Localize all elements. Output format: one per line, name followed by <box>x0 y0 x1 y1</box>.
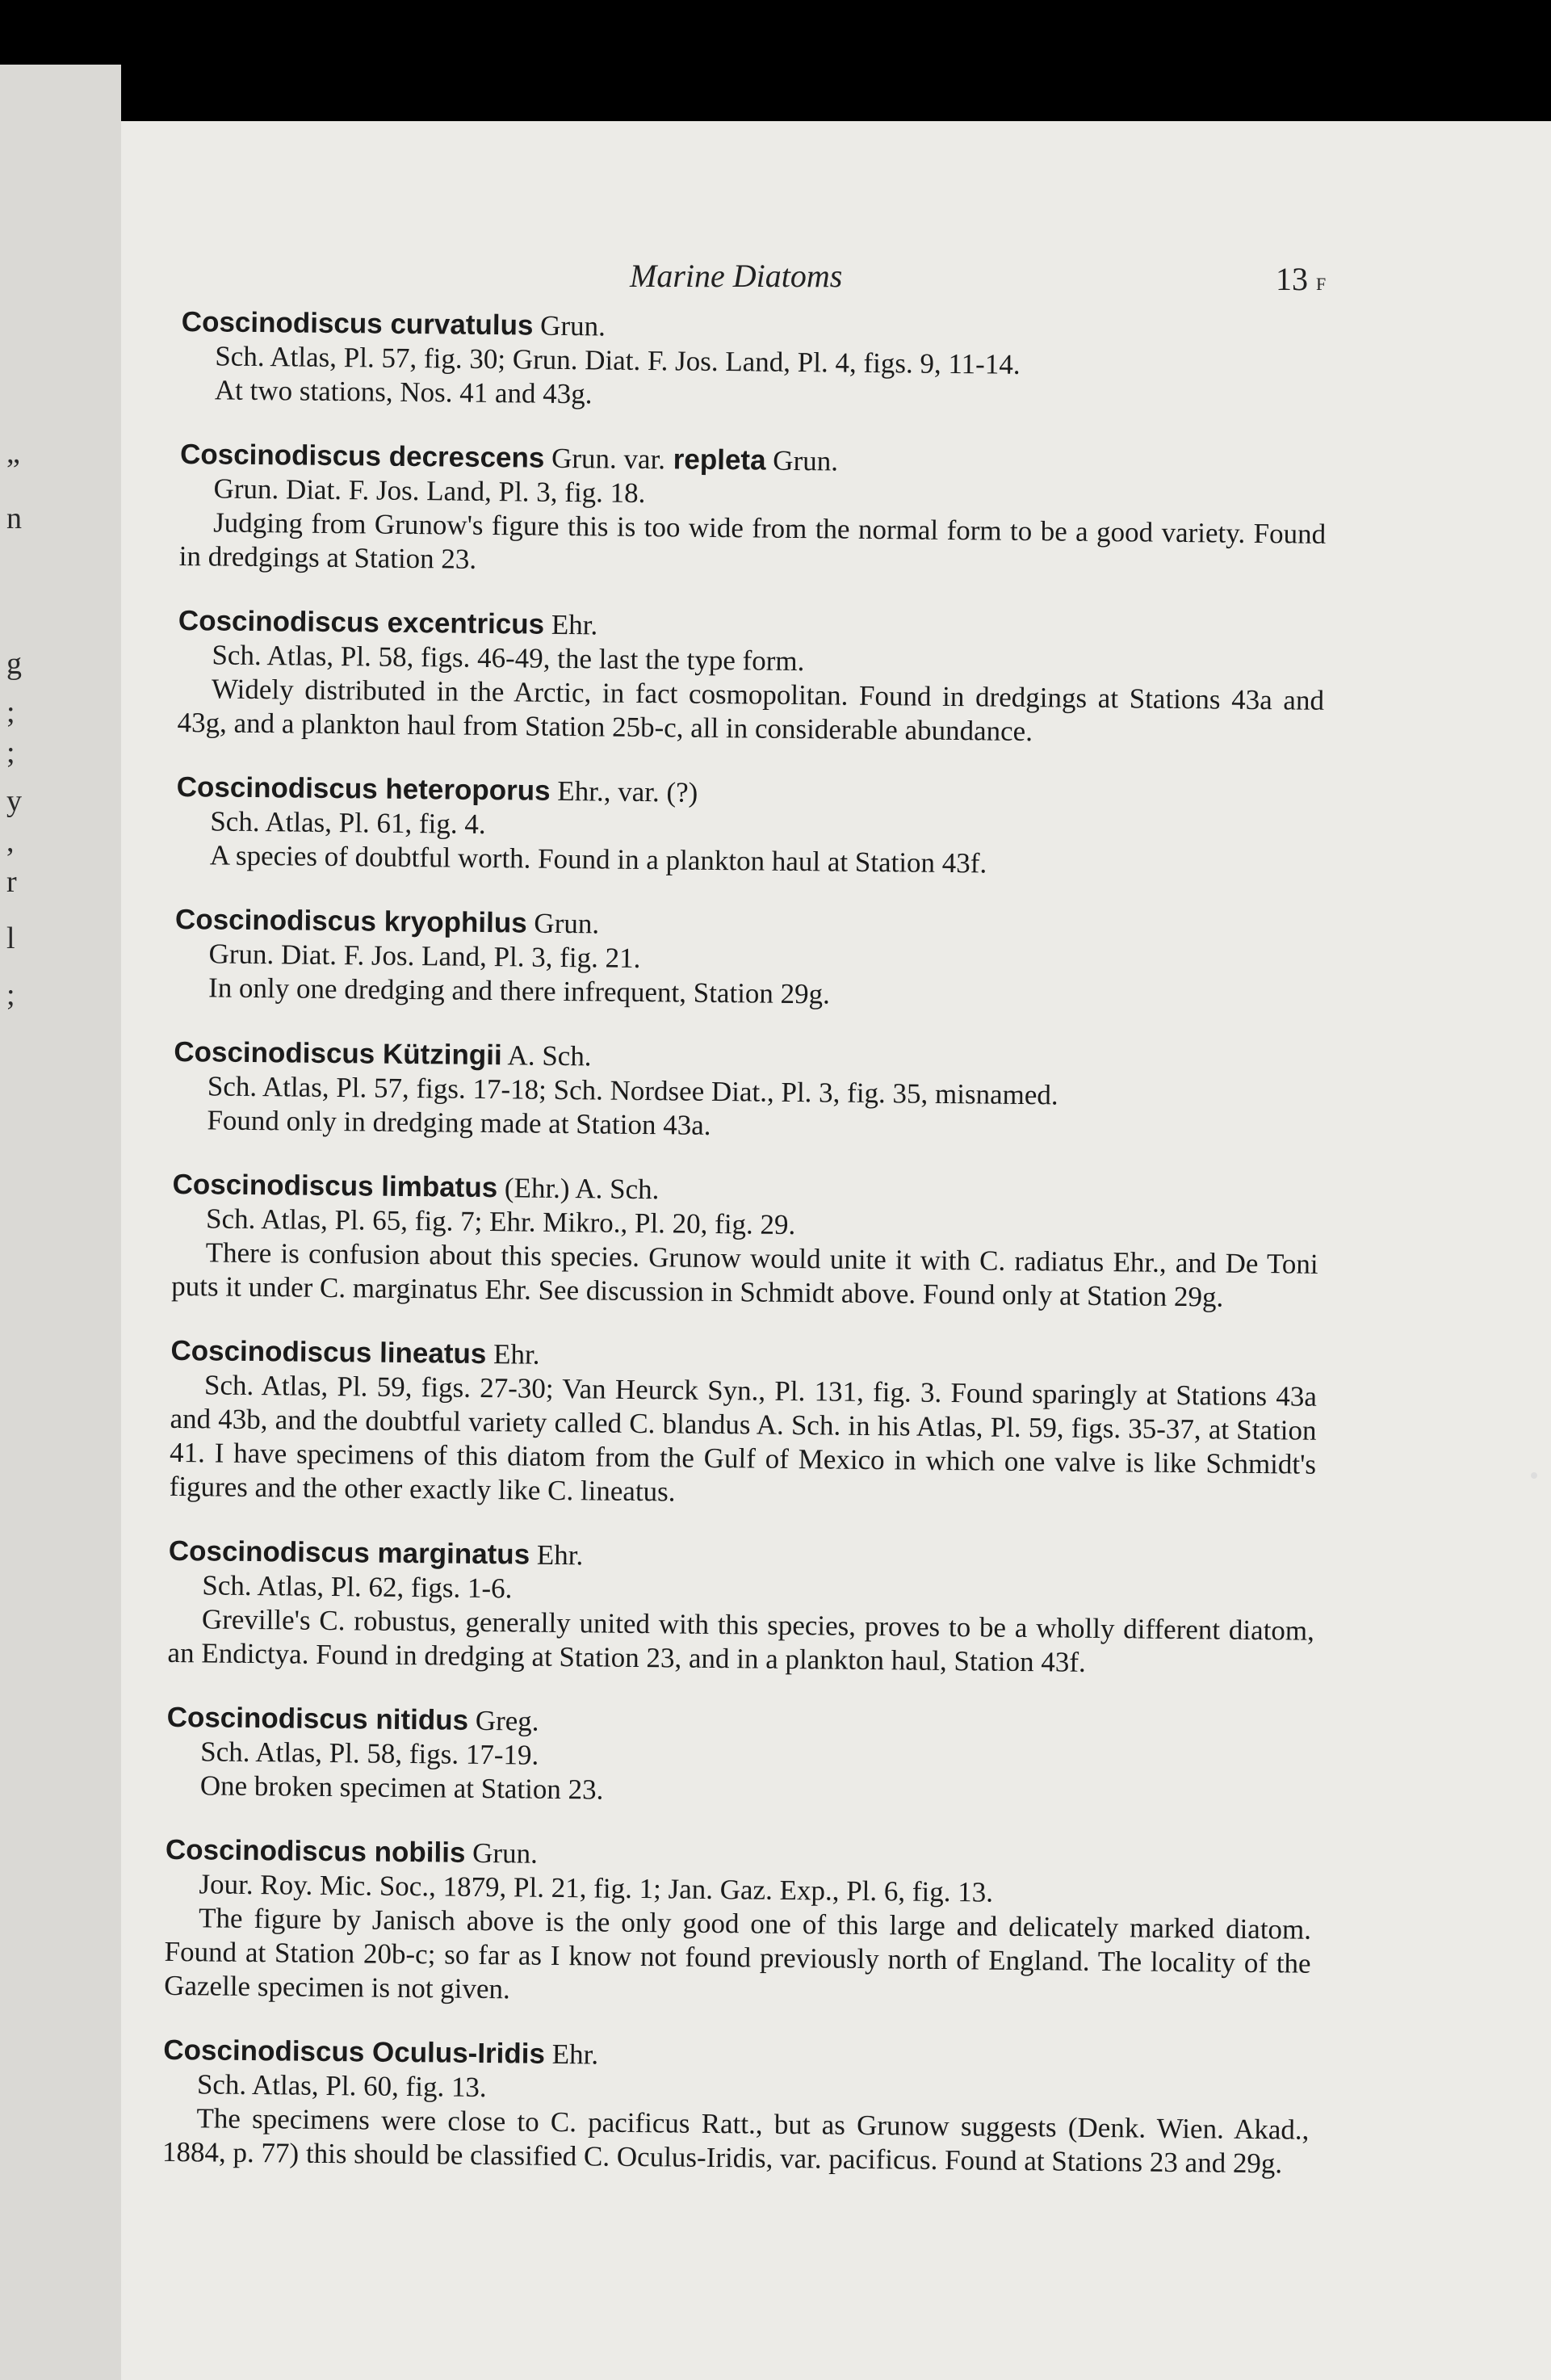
previous-page-strip <box>0 65 121 2380</box>
species-authority: (Ehr.) A. Sch. <box>497 1172 660 1206</box>
species-entry <box>162 2034 1310 2181</box>
reference-line: At two stations, Nos. 41 and 43g. <box>214 374 593 410</box>
species-name: Coscinodiscus heteroporus <box>176 770 551 807</box>
reference-line: One broken specimen at Station 23. <box>199 1769 604 1806</box>
variety-name: repleta <box>664 443 766 476</box>
species-name: Coscinodiscus kryophilus <box>174 903 527 939</box>
species-authority: Ehr. <box>543 608 598 641</box>
species-name: Coscinodiscus limbatus <box>172 1168 498 1204</box>
margin-mark: ; <box>6 695 15 729</box>
entry-paragraph: The specimens were close to C. pacificus Ratt., but as Grunow suggests (Denk. Wien. Akad., 1884, p. 77) this should be classified C. Oculus-Iridis, var. pacificus. Found at Stations 23 and 29g. <box>161 2102 1310 2180</box>
species-authority: Ehr. <box>529 1538 584 1572</box>
species-entry <box>169 1334 1317 1516</box>
species-authority: Grun. <box>533 309 606 342</box>
margin-mark: n <box>6 502 22 535</box>
reference-line: Sch. Atlas, Pl. 57, figs. 17-18; Sch. Nordsee Diat., Pl. 3, fig. 35, misnamed. <box>207 1070 1058 1111</box>
reference-line: Grun. Diat. F. Jos. Land, Pl. 3, fig. 18. <box>213 472 646 510</box>
reference-line: Sch. Atlas, Pl. 65, fig. 7; Ehr. Mikro., Pl. 20, fig. 29. <box>205 1203 796 1241</box>
reference-line: In only one dredging and there infrequent, Station 29g. <box>207 972 831 1010</box>
species-authority: Greg. <box>467 1704 539 1737</box>
reference-line: Sch. Atlas, Pl. 58, figs. 46-49, the last the type form. <box>212 639 805 678</box>
margin-mark: r <box>6 865 17 899</box>
species-name: Coscinodiscus decrescens <box>179 438 545 474</box>
species-name: Coscinodiscus Kützingii <box>174 1035 502 1072</box>
margin-mark: ” <box>6 453 20 487</box>
species-entry <box>174 903 1322 1017</box>
page-number <box>1276 260 1326 298</box>
reference-line: Grun. Diat. F. Jos. Land, Pl. 3, fig. 21. <box>208 938 641 974</box>
reference-line: Sch. Atlas, Pl. 57, fig. 30; Grun. Diat. F. Jos. Land, Pl. 4, figs. 9, 11-14. <box>215 340 1021 380</box>
margin-mark: ; <box>6 978 15 1012</box>
scan-speck <box>1531 1472 1537 1479</box>
species-authority: Ehr., var. (?) <box>550 774 698 808</box>
reference-line: Sch. Atlas, Pl. 58, figs. 17-19. <box>200 1736 539 1771</box>
species-name: Coscinodiscus Oculus-Iridis <box>163 2034 546 2070</box>
folio-number: 13 <box>1276 261 1308 297</box>
variety-authority: Grun. <box>765 444 839 477</box>
species-list <box>161 305 1327 2212</box>
entry-paragraph: Widely distributed in the Arctic, in fact cosmopolitan. Found in dredgings at Stations 43a and 43g, and a plankton haul from Station 25b-c, all in considerable abundance. <box>177 673 1325 748</box>
margin-mark: , <box>6 825 15 858</box>
species-authority: Grun. var. <box>544 442 666 476</box>
species-authority: Grun. <box>465 1836 539 1870</box>
species-entry <box>177 604 1325 752</box>
species-entry <box>176 770 1323 884</box>
species-entry <box>181 305 1328 419</box>
margin-mark: ; <box>6 736 15 770</box>
entry-paragraph: There is confusion about this species. Grunow would unite it with C. radiatus Ehr., and De Toni puts it under C. marginatus Ehr. See discussion in Schmidt above. Found only at Station 29g. <box>171 1236 1318 1313</box>
entry-paragraph: A species of doubtful worth. Found in a plankton haul at Station 43f. <box>209 839 987 879</box>
species-authority: Grun. <box>526 907 600 940</box>
species-authority: A. Sch. <box>501 1039 592 1072</box>
reference-line: Sch. Atlas, Pl. 61, fig. 4. <box>210 805 486 840</box>
species-entry <box>164 1833 1312 2015</box>
entry-paragraph: Greville's C. robustus, generally united with this species, proves to be a wholly different diatom, an Endictya. Found in dredging at Station 23, and in a plankton haul, Station 43f. <box>167 1603 1315 1678</box>
species-entry <box>171 1168 1319 1316</box>
entry-paragraph: Judging from Grunow's figure this is too wide from the normal form to be a good variety. Found in dredgings at Station 23. <box>178 506 1327 575</box>
species-entry <box>166 1701 1314 1815</box>
margin-mark: g <box>6 647 22 681</box>
reference-line: Jour. Roy. Mic. Soc., 1879, Pl. 21, fig. 1; Jan. Gaz. Exp., Pl. 6, fig. 13. <box>199 1868 994 1908</box>
species-authority: Ehr. <box>486 1338 540 1370</box>
species-name: Coscinodiscus excentricus <box>178 604 545 640</box>
running-head: Marine Diatoms <box>630 258 843 294</box>
folio-suffix: F <box>1316 274 1327 294</box>
species-name: Coscinodiscus nobilis <box>165 1833 466 1869</box>
species-entry <box>173 1035 1320 1149</box>
species-entry <box>179 438 1327 586</box>
species-name: Coscinodiscus lineatus <box>170 1334 487 1370</box>
reference-line: Sch. Atlas, Pl. 60, fig. 13. <box>196 2068 487 2104</box>
species-name: Coscinodiscus curvatulus <box>181 305 534 342</box>
margin-mark: y <box>6 784 22 818</box>
reference-line: Found only in dredging made at Station 43a. <box>207 1104 711 1141</box>
margin-mark: l <box>6 921 15 955</box>
species-name: Coscinodiscus marginatus <box>168 1534 530 1571</box>
species-entry <box>167 1534 1315 1682</box>
entry-paragraph: Sch. Atlas, Pl. 59, figs. 27-30; Van Heurck Syn., Pl. 131, fig. 3. Found sparingly at Stations 43a and 43b, and the doubtful variety called C. blandus A. Sch. in his Atlas, Pl. 59, figs. 35-37, at Station 41. I have specimens of this diatom from the Gulf of Mexico in which one valve is like Schmidt's figures and the other exactly like C. lineatus. <box>169 1369 1318 1508</box>
species-name: Coscinodiscus nitidus <box>166 1701 469 1736</box>
reference-line: Sch. Atlas, Pl. 62, figs. 1-6. <box>202 1569 513 1605</box>
species-authority: Ehr. <box>544 2038 599 2071</box>
entry-paragraph: The figure by Janisch above is the only good one of this large and delicately marked diatom. Found at Station 20b-c; so far as I know not found previously north of England. The locality of the Gazelle specimen is not given. <box>164 1902 1312 2005</box>
